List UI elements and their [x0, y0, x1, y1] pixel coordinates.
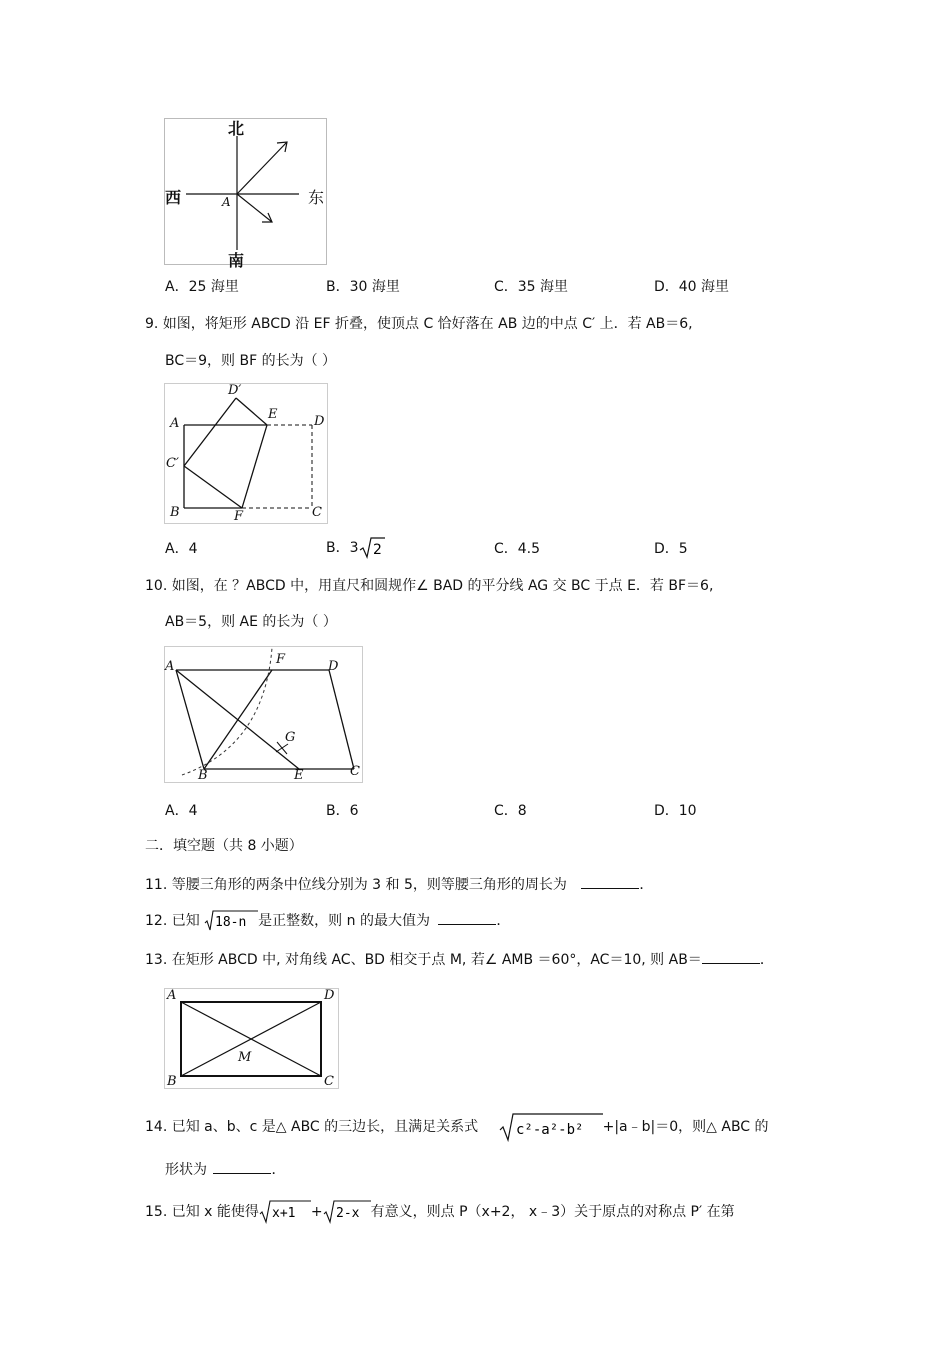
- q12-radical: [204, 910, 258, 932]
- section-heading-fill-in: 二．填空题（共 8 小题）: [145, 838, 303, 854]
- compass-south-label: 南: [228, 251, 245, 270]
- radical-sign-icon: [499, 1112, 603, 1142]
- q9-fold-diagram: [164, 383, 329, 525]
- q13-end: ．: [759, 952, 774, 968]
- q13: [145, 951, 774, 969]
- q9-label-c: C: [312, 505, 322, 520]
- q10-option-d: D．10: [654, 803, 697, 819]
- q15-suffix: 有意义，则点 P（x+2， x﹣3）关于原点的对称点 P′ 在第: [370, 1204, 735, 1220]
- q14-radical: [499, 1112, 603, 1142]
- q14-line1: [145, 1112, 769, 1142]
- q11-end: ．: [639, 877, 654, 893]
- q9-label-d: D: [314, 414, 325, 429]
- q10-option-c: C．8: [494, 803, 527, 819]
- radical-sign-icon: [259, 1200, 311, 1224]
- q10-label-f: F: [276, 652, 286, 667]
- q9-stem-line1: 9. 如图，将矩形 ABCD 沿 EF 折叠，使顶点 C 恰好落在 AB 边的中点 C′ 上．若 AB＝6,: [145, 316, 693, 332]
- q8-option-d: D．40 海里: [654, 279, 730, 295]
- q14-answer-blank: [213, 1161, 271, 1174]
- q10-figure: [164, 646, 364, 784]
- compass-point-label: A: [222, 195, 231, 209]
- q14-radicand: c²-a²-b²: [515, 1122, 584, 1138]
- q9-label-a: A: [170, 416, 180, 431]
- q10-option-a: A．4: [165, 803, 198, 819]
- q14-prefix: 14. 已知 a、b、c 是△ ABC 的三边长，且满足关系式: [145, 1119, 479, 1135]
- q9-option-b: [326, 537, 385, 559]
- q15-prefix: 15. 已知 x 能使得: [145, 1204, 259, 1220]
- compass-north-label: 北: [228, 119, 245, 138]
- q13-figure: [164, 988, 340, 1090]
- q9-figure: [164, 383, 329, 525]
- q13-label-c: C: [324, 1074, 334, 1089]
- q13-answer-blank: [702, 951, 760, 964]
- q10-label-c: C: [350, 764, 360, 779]
- q9-option-c: C．4.5: [494, 541, 541, 557]
- q14-suffix: +|a﹣b|＝0，则△ ABC 的: [602, 1119, 769, 1135]
- q8-option-b: B．30 海里: [326, 279, 400, 295]
- q9-option-d: D．5: [654, 541, 688, 557]
- q15-radical-1: [259, 1200, 311, 1224]
- q12-end: ．: [496, 913, 511, 929]
- q9-option-b-radical: [359, 537, 385, 559]
- radical-sign-icon: [204, 910, 258, 932]
- compass-figure: [164, 118, 328, 270]
- q15-radicand-2: 2-x: [335, 1206, 360, 1221]
- q10-stem-line2: AB＝5，则 AE 的长为（ ）: [165, 614, 337, 630]
- q15: [145, 1200, 735, 1224]
- q9-label-d-prime: D′: [228, 383, 242, 398]
- q10-stem-line1: 10. 如图，在 ？ABCD 中，用直尺和圆规作∠ BAD 的平分线 AG 交 BC 于点 E．若 BF＝6,: [145, 578, 714, 594]
- q14-line2-text: 形状为: [165, 1162, 207, 1178]
- q9-label-b: B: [170, 505, 180, 520]
- q13-text: 13. 在矩形 ABCD 中, 对角线 AC、BD 相交于点 M, 若∠ AMB ＝60°，AC＝10, 则 AB＝: [145, 952, 702, 968]
- q12-answer-blank: [438, 912, 496, 925]
- q10-label-e: E: [294, 768, 304, 783]
- q13-rectangle-diagram: [164, 988, 340, 1090]
- q12: [145, 910, 510, 932]
- q11-text: 11. 等腰三角形的两条中位线分别为 3 和 5，则等腰三角形的周长为: [145, 877, 567, 893]
- compass-east-label: 东: [308, 188, 325, 207]
- q8-option-c: C．35 海里: [494, 279, 569, 295]
- compass-diagram: [164, 118, 328, 266]
- q14-end: ．: [271, 1162, 286, 1178]
- q9-option-a: A．4: [165, 541, 198, 557]
- q10-option-b: B．6: [326, 803, 359, 819]
- q12-mid: 是正整数，则 n 的最大值为: [258, 913, 430, 929]
- radical-sign-icon: [359, 537, 385, 559]
- q10-label-d: D: [328, 659, 339, 674]
- q15-radical-2: [323, 1200, 371, 1224]
- q11-answer-blank: [581, 876, 639, 889]
- q10-label-g: G: [285, 730, 296, 745]
- q15-plus: +: [310, 1204, 323, 1220]
- q11: [145, 876, 653, 894]
- q9-option-b-radicand: 2: [372, 542, 382, 558]
- q10-label-b: B: [198, 768, 208, 783]
- compass-west-label: 西: [165, 188, 182, 207]
- q9-label-c-prime: C′: [166, 456, 179, 471]
- q14-line2: [165, 1161, 285, 1179]
- q9-stem-line2: BC＝9，则 BF 的长为（ ）: [165, 353, 337, 369]
- radical-sign-icon: [323, 1200, 371, 1224]
- q15-radicand-1: x+1: [271, 1206, 296, 1221]
- q9-label-f: F: [234, 509, 244, 524]
- q13-label-d: D: [324, 988, 335, 1003]
- q13-label-b: B: [167, 1074, 177, 1089]
- q13-label-m: M: [238, 1050, 252, 1065]
- q8-option-a: A．25 海里: [165, 279, 239, 295]
- q12-prefix: 12. 已知: [145, 913, 200, 929]
- q10-label-a: A: [165, 659, 175, 674]
- q13-label-a: A: [167, 988, 177, 1003]
- q9-label-e: E: [268, 407, 278, 422]
- q9-option-b-prefix: B．3: [326, 540, 359, 556]
- q12-radicand: 18-n: [215, 915, 247, 930]
